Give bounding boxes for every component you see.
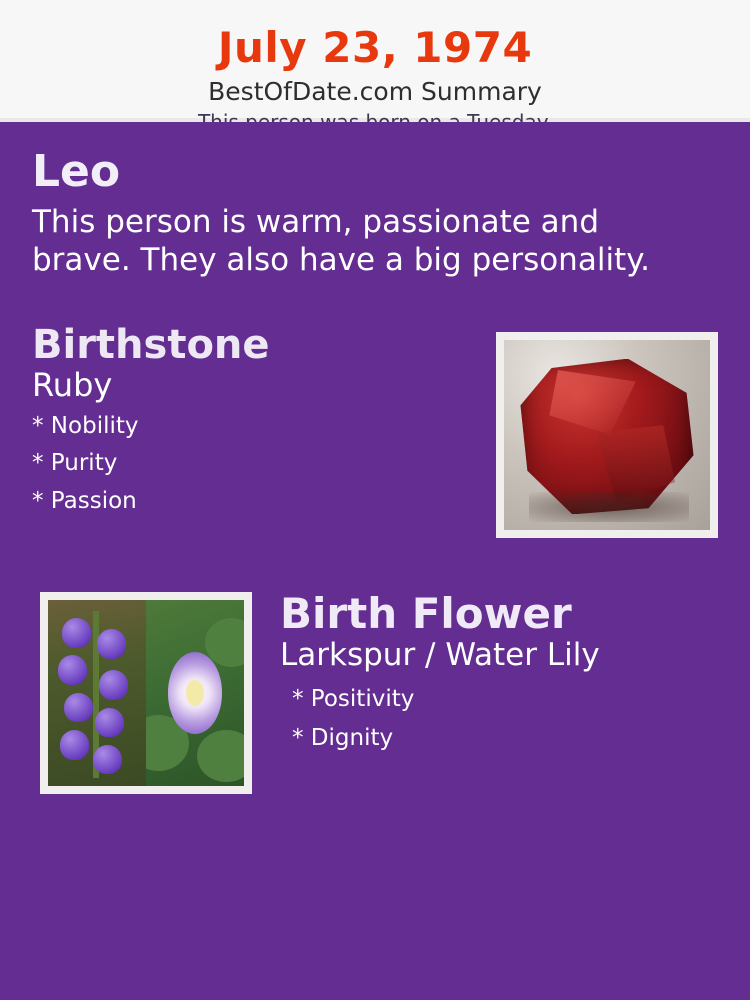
larkspur-petal-icon	[93, 745, 122, 775]
birth-flower-trait: * Dignity	[292, 725, 394, 752]
birthstone-image	[496, 332, 718, 538]
birth-flower-name: Larkspur / Water Lily	[280, 636, 600, 673]
larkspur-petal-icon	[62, 618, 91, 648]
page-header	[0, 0, 750, 122]
birthstone-heading: Birthstone	[32, 321, 270, 368]
larkspur-petal-icon	[97, 629, 126, 659]
lily-pad-icon	[197, 730, 244, 782]
details-panel	[0, 122, 750, 1000]
zodiac-description: This person is warm, passionate and brave. They also have a big personality.	[32, 204, 650, 278]
water-lily-photo	[146, 600, 244, 786]
site-summary-label: BestOfDate.com Summary	[208, 77, 542, 107]
zodiac-sign-name: Leo	[32, 146, 121, 197]
birthstone-trait: * Purity	[32, 450, 118, 477]
birth-flower-section	[32, 588, 718, 807]
birthstone-section	[32, 321, 718, 554]
birthstone-trait: * Passion	[32, 488, 137, 514]
larkspur-petal-icon	[58, 655, 87, 685]
birth-flower-image	[40, 592, 252, 794]
larkspur-petal-icon	[60, 730, 89, 760]
larkspur-petal-icon	[95, 708, 124, 738]
birthstone-name: Ruby	[32, 365, 113, 404]
birthstone-text	[32, 321, 462, 516]
zodiac-section	[32, 146, 718, 280]
larkspur-petal-icon	[64, 693, 93, 723]
birth-flower-text	[280, 588, 718, 753]
birthstone-image-inner	[504, 340, 710, 530]
larkspur-petal-icon	[99, 670, 128, 700]
birth-flower-image-inner	[48, 600, 244, 786]
page-title: July 23, 1974	[217, 23, 533, 72]
birth-flower-heading: Birth Flower	[280, 588, 572, 638]
larkspur-photo	[48, 600, 146, 786]
ruby-shadow	[529, 492, 690, 522]
water-lily-center	[186, 680, 204, 706]
birthstone-trait: * Nobility	[32, 412, 139, 439]
birth-flower-trait: * Positivity	[292, 685, 415, 712]
